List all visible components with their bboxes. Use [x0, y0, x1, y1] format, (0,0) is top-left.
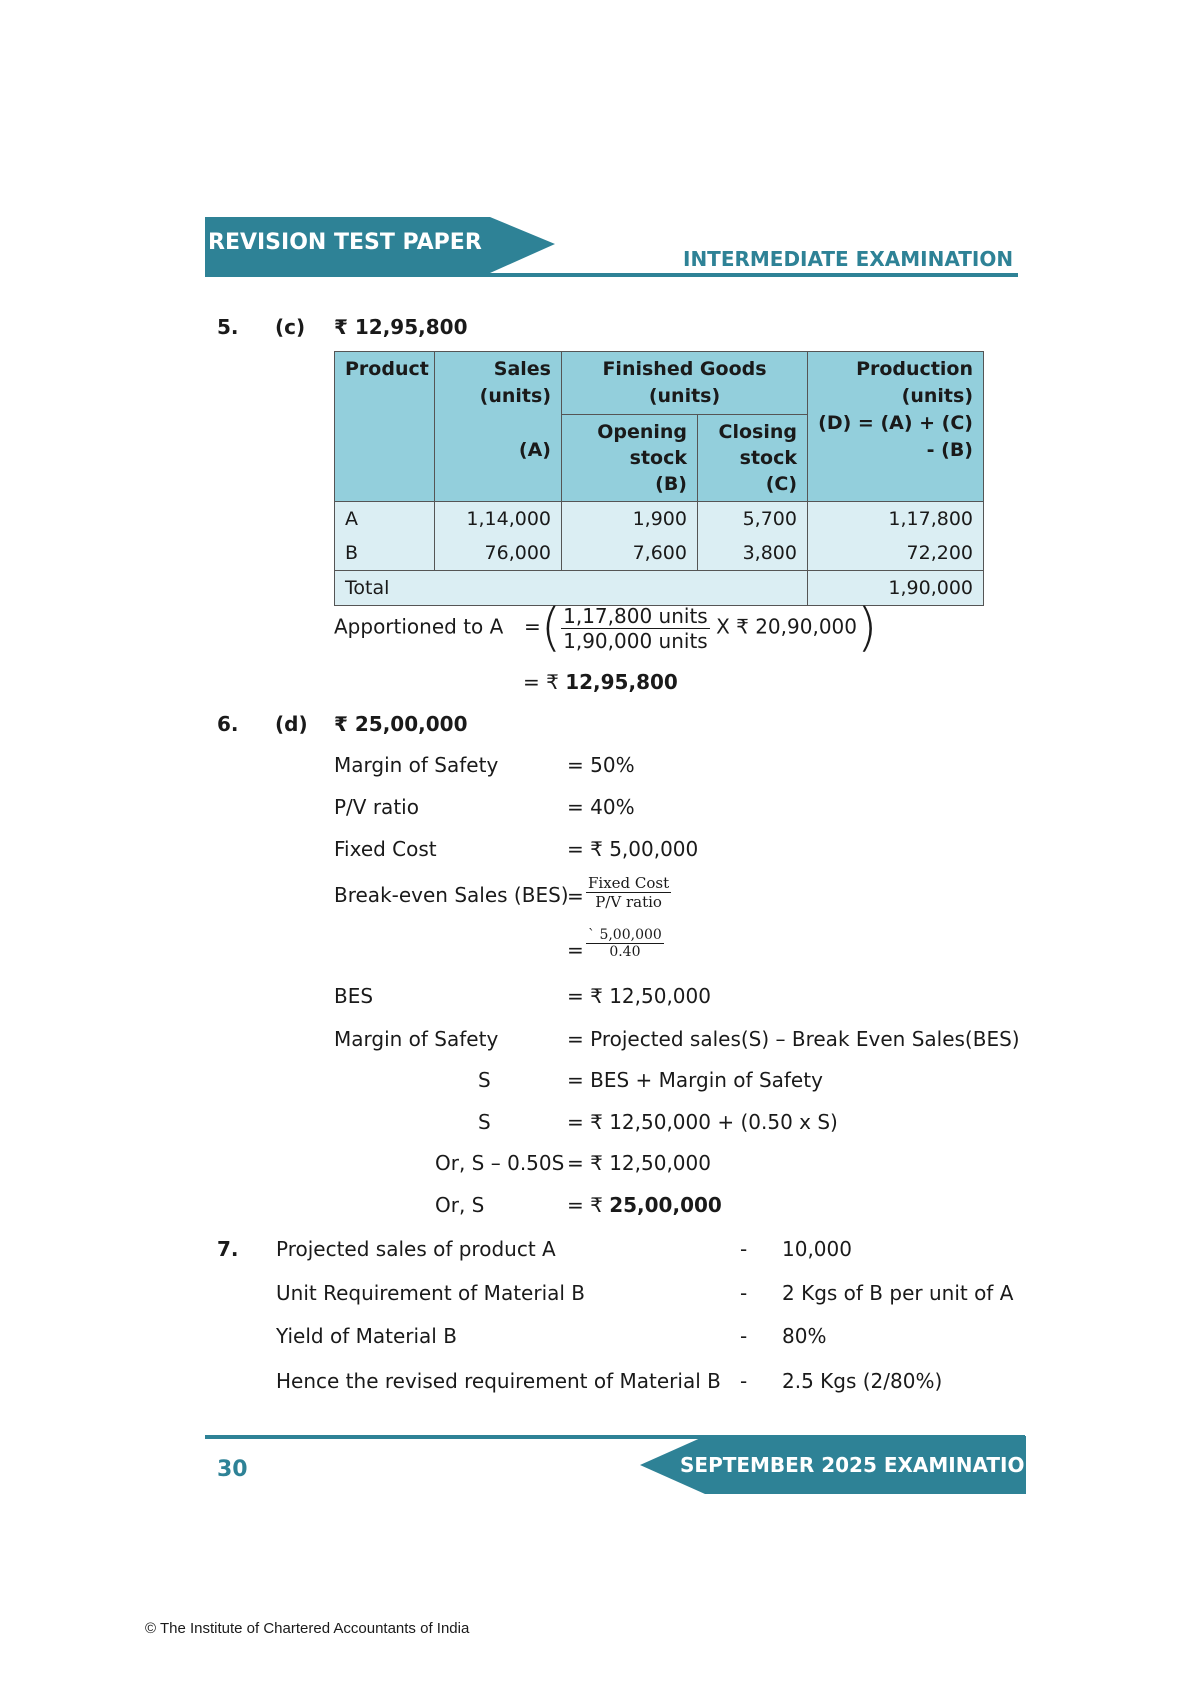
or-value: = ₹ 12,50,000 — [567, 1151, 711, 1175]
q5-option: (c) — [275, 315, 306, 339]
col-header-product: Product — [335, 352, 435, 502]
cell-opening: 7,600 — [562, 536, 698, 571]
fraction-denominator: 0.40 — [609, 944, 641, 960]
col-header-opening: Opening stock (B) — [562, 415, 698, 502]
q5-answer: ₹ 12,95,800 — [334, 315, 468, 339]
q6-option: (d) — [275, 712, 308, 736]
cell-sales: 76,000 — [435, 536, 562, 571]
s-value: = BES + Margin of Safety — [567, 1068, 823, 1092]
bes-result-value: = ₹ 12,50,000 — [567, 984, 711, 1008]
cell-opening: 1,900 — [562, 502, 698, 537]
result-prefix: = ₹ — [523, 670, 559, 694]
cell-product: A — [335, 502, 435, 537]
q7-dash: - — [740, 1281, 748, 1305]
mos-value: = 50% — [567, 753, 635, 777]
q5-number: 5. — [217, 315, 239, 339]
production-table — [334, 351, 984, 606]
cell-product: B — [335, 536, 435, 571]
bes-fraction — [586, 874, 671, 911]
close-paren: ) — [857, 598, 878, 658]
final-value: 25,00,000 — [609, 1193, 722, 1217]
q7-row-label: Unit Requirement of Material B — [276, 1281, 586, 1305]
q7-row-value: 10,000 — [782, 1237, 852, 1261]
equals-sign: = — [524, 614, 541, 639]
cell-sales: 1,14,000 — [435, 502, 562, 537]
table-total-row — [335, 571, 984, 606]
result-value: 12,95,800 — [565, 670, 678, 694]
pv-label: P/V ratio — [334, 795, 419, 819]
col-header-sales: Sales (units) (A) — [435, 352, 562, 502]
q7-row-label: Yield of Material B — [276, 1324, 457, 1348]
fraction-denominator: 1,90,000 units — [563, 628, 708, 653]
q7-dash: - — [740, 1324, 748, 1348]
q5-result — [523, 670, 678, 694]
footer-exam-name: SEPTEMBER 2025 EXAMINATION — [680, 1453, 1042, 1477]
equals-sign: = — [567, 938, 584, 962]
bes-label: Break-even Sales (BES) — [334, 883, 569, 907]
pv-value: = 40% — [567, 795, 635, 819]
mos-formula-value: = Projected sales(S) – Break Even Sales(BES) — [567, 1027, 1020, 1051]
q6-number: 6. — [217, 712, 239, 736]
equals-sign: = — [567, 884, 584, 908]
cell-total-label: Total — [335, 571, 808, 606]
header-exam-name: INTERMEDIATE EXAMINATION — [683, 247, 1014, 271]
apportion-fraction — [561, 604, 710, 653]
fraction-numerator: ` 5,00,000 — [588, 927, 662, 943]
col-header-closing: Closing stock (C) — [698, 415, 808, 502]
cell-total-value: 1,90,000 — [808, 571, 984, 606]
cell-closing: 5,700 — [698, 502, 808, 537]
header-rule — [205, 273, 1018, 277]
fixed-cost-value: = ₹ 5,00,000 — [567, 837, 699, 861]
mos-formula-label: Margin of Safety — [334, 1027, 499, 1051]
cell-production: 72,200 — [808, 536, 984, 571]
fraction-denominator: P/V ratio — [595, 893, 662, 911]
table-row — [335, 502, 984, 537]
cell-closing: 3,800 — [698, 536, 808, 571]
fraction-numerator: 1,17,800 units — [563, 603, 708, 628]
fraction-numerator: Fixed Cost — [588, 874, 670, 892]
page-number: 30 — [217, 1457, 248, 1482]
q7-dash: - — [740, 1369, 748, 1393]
s-value: = ₹ 12,50,000 + (0.50 x S) — [567, 1110, 838, 1134]
or-label: Or, S – 0.50S — [435, 1151, 565, 1175]
q6-final — [567, 1193, 722, 1217]
open-paren: ( — [540, 598, 562, 658]
table-row — [335, 536, 984, 571]
apportion-formula — [334, 598, 878, 658]
q6-answer: ₹ 25,00,000 — [334, 712, 468, 736]
bes-fraction-values — [586, 927, 664, 960]
q7-row-value: 2.5 Kgs (2/80%) — [782, 1369, 943, 1393]
fixed-cost-label: Fixed Cost — [334, 837, 437, 861]
bes-result-label: BES — [334, 984, 374, 1008]
s-label: S — [478, 1110, 491, 1134]
q7-row-label: Projected sales of product A — [276, 1237, 556, 1261]
apportion-label: Apportioned to A — [334, 614, 504, 639]
q7-row-value: 80% — [782, 1324, 827, 1348]
s-label: S — [478, 1068, 491, 1092]
q7-row-label: Hence the revised requirement of Material B — [276, 1369, 721, 1393]
multiplier: X ₹ 20,90,000 — [716, 614, 857, 639]
q7-row-value: 2 Kgs of B per unit of A — [782, 1281, 1014, 1305]
header-title: REVISION TEST PAPER — [208, 230, 482, 255]
q7-number: 7. — [217, 1237, 239, 1261]
final-prefix: = ₹ — [567, 1193, 603, 1217]
or-final-label: Or, S — [435, 1193, 485, 1217]
copyright-notice: © The Institute of Chartered Accountants of India — [145, 1620, 470, 1637]
col-header-finished-goods: Finished Goods (units) — [562, 352, 808, 415]
cell-production: 1,17,800 — [808, 502, 984, 537]
mos-label: Margin of Safety — [334, 753, 499, 777]
col-header-production: Production (units) (D) = (A) + (C) - (B) — [808, 352, 984, 502]
q7-dash: - — [740, 1237, 748, 1261]
